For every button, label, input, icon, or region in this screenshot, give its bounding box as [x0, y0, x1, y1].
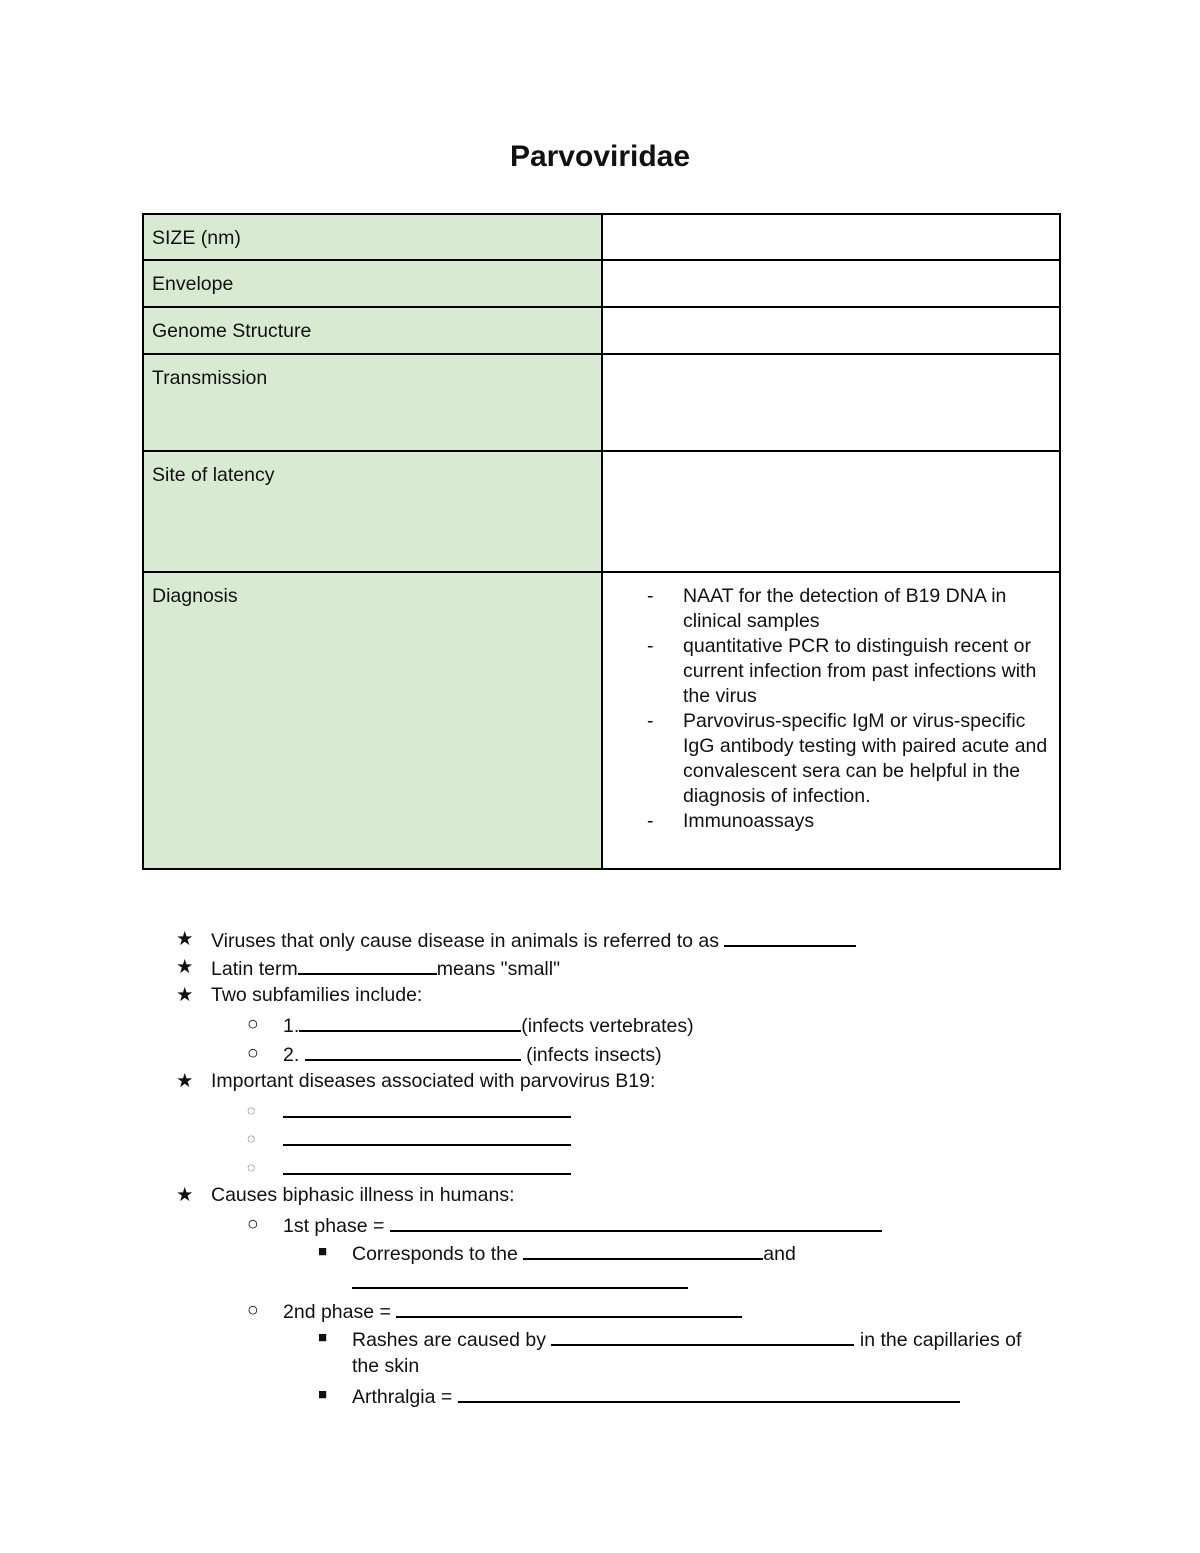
row-value-size[interactable]: [602, 214, 1060, 260]
list-item: Arthralgia =: [352, 1383, 960, 1409]
dash-marker: -: [647, 810, 654, 832]
list-item: Important diseases associated with parvovirus B19:: [211, 1070, 656, 1092]
answer-blank[interactable]: [551, 1326, 854, 1346]
list-item: Viruses that only cause disease in animals is referred to as: [211, 927, 856, 953]
row-label-size: SIZE (nm): [143, 214, 602, 260]
row-value-envelope[interactable]: [602, 260, 1060, 307]
list-item-continuation: [352, 1269, 688, 1295]
table-row: [143, 354, 1060, 451]
answer-blank[interactable]: [458, 1383, 960, 1403]
circle-bullet-icon: ○: [247, 1299, 259, 1321]
list-item: Latin term means "small": [211, 955, 560, 981]
list-item: - quantitative PCR to distinguish recent or current infection from past infections with the virus: [647, 635, 1037, 707]
answer-blank[interactable]: [523, 1240, 763, 1260]
circle-bullet-icon: ○: [247, 1042, 259, 1064]
circle-bullet-icon: ○: [247, 1013, 259, 1035]
row-label-latency: Site of latency: [143, 451, 602, 572]
list-item: 1. (infects vertebrates): [283, 1012, 694, 1038]
list-item: [283, 1126, 571, 1152]
star-bullet-icon: ★: [176, 956, 194, 978]
star-bullet-icon: ★: [176, 928, 194, 950]
row-value-genome[interactable]: [602, 307, 1060, 354]
square-bullet-icon: ■: [318, 1329, 328, 1346]
list-item: Two subfamilies include:: [211, 984, 423, 1006]
star-bullet-icon: ★: [176, 1184, 194, 1206]
table-row: [143, 572, 1060, 869]
dash-marker: -: [647, 585, 654, 607]
virus-info-table: [142, 213, 1061, 870]
list-item: - Immunoassays: [647, 810, 815, 832]
dotted-circle-bullet-icon: ◌: [247, 1102, 256, 1118]
dotted-circle-bullet-icon: ◌: [247, 1130, 256, 1146]
list-item: - NAAT for the detection of B19 DNA in clinical samples: [647, 585, 1007, 632]
list-item: 1st phase =: [283, 1212, 882, 1238]
star-bullet-icon: ★: [176, 1070, 194, 1092]
answer-blank[interactable]: [724, 927, 856, 947]
answer-blank[interactable]: [283, 1098, 571, 1118]
list-item: 2nd phase =: [283, 1298, 742, 1324]
row-value-latency[interactable]: [602, 451, 1060, 572]
dotted-circle-bullet-icon: ◌: [247, 1159, 256, 1175]
row-label-genome: Genome Structure: [143, 307, 602, 354]
list-item: [283, 1155, 571, 1181]
circle-bullet-icon: ○: [247, 1213, 259, 1235]
diagnosis-list: [611, 584, 1051, 834]
answer-blank[interactable]: [299, 1012, 521, 1032]
table-row: [143, 260, 1060, 307]
star-bullet-icon: ★: [176, 984, 194, 1006]
answer-blank[interactable]: [283, 1126, 571, 1146]
table-row: [143, 451, 1060, 572]
list-item: Causes biphasic illness in humans:: [211, 1184, 515, 1206]
square-bullet-icon: ■: [318, 1243, 328, 1260]
page-title: Parvoviridae: [509, 140, 691, 173]
row-label-transmission: Transmission: [143, 354, 602, 451]
square-bullet-icon: ■: [318, 1386, 328, 1403]
answer-blank[interactable]: [305, 1041, 521, 1061]
list-item: 2. (infects insects): [283, 1041, 662, 1067]
list-item: - Parvovirus-specific IgM or virus-specific IgG antibody testing with paired acute and convalescent sera can be helpful in the diagnosis of infection.: [647, 710, 1048, 807]
list-item-continuation: the skin: [352, 1355, 420, 1377]
list-item: [283, 1098, 571, 1124]
answer-blank[interactable]: [396, 1298, 742, 1318]
list-item: Rashes are caused by in the capillaries of: [352, 1326, 1021, 1352]
list-item: Corresponds to the and: [352, 1240, 796, 1266]
answer-blank[interactable]: [298, 955, 437, 975]
answer-blank[interactable]: [390, 1212, 882, 1232]
dash-marker: -: [647, 710, 654, 732]
row-label-envelope: Envelope: [143, 260, 602, 307]
answer-blank[interactable]: [283, 1155, 571, 1175]
row-label-diagnosis: Diagnosis: [143, 572, 602, 869]
row-value-transmission[interactable]: [602, 354, 1060, 451]
table-row: [143, 307, 1060, 354]
dash-marker: -: [647, 635, 654, 657]
answer-blank[interactable]: [352, 1269, 688, 1289]
table-row: [143, 214, 1060, 260]
row-value-diagnosis: [602, 572, 1060, 869]
